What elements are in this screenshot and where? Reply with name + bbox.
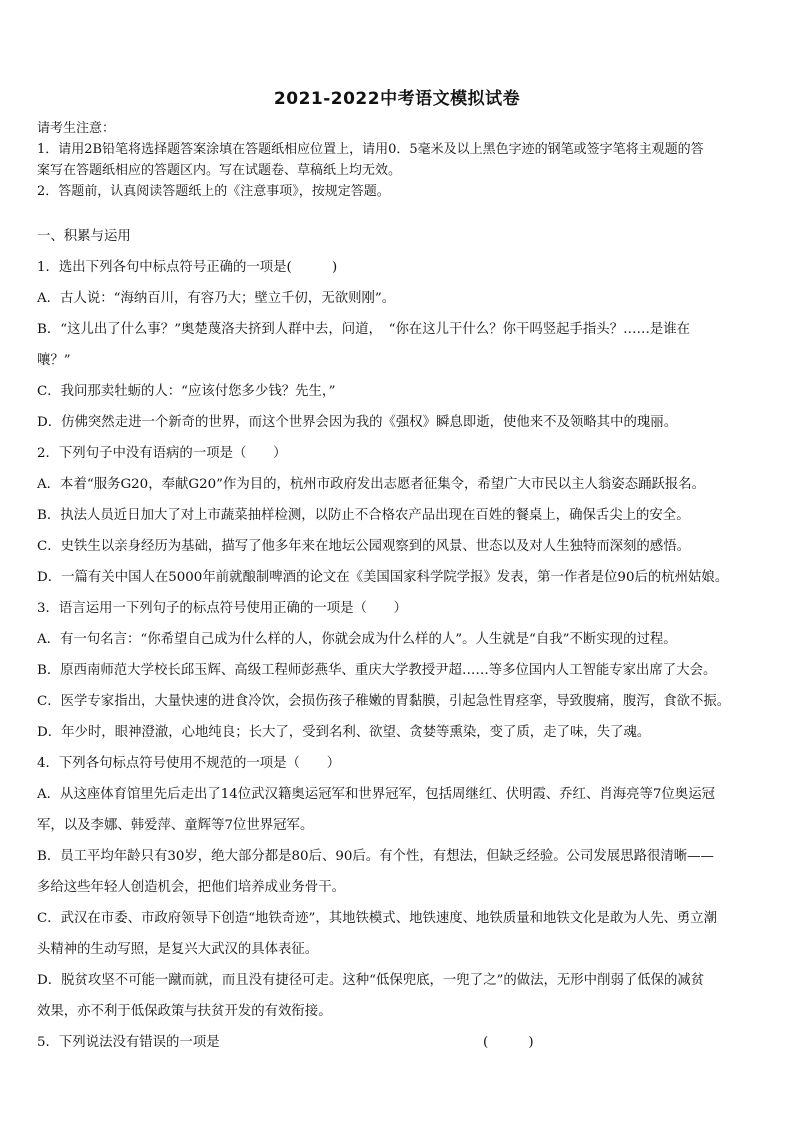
question-content (37, 221, 759, 1058)
question-3-stem: 3．语言运用一下列句子的标点符号使用正确的一项是（ ） (37, 601, 408, 616)
question-2-stem: 2．下列句子中没有语病的一项是（ ） (37, 446, 287, 461)
question-2-option-a: A．本着“服务G20，奉献G20”作为目的，杭州市政府发出志愿者征集令，希望广大市民以主人翁姿态踊跃报名。 (37, 477, 706, 492)
question-4-option-d-line-1: D．脱贫攻坚不可能一蹴而就，而且没有捷径可走。这种“低保兜底，一兜了之”的做法，无形中削弱了低保的减贫 (37, 973, 705, 988)
question-4-option-a-line-1: A．从这座体育馆里先后走出了14位武汉籍奥运冠军和世界冠军，包括周继红、伏明霞、乔红、肖海亮等7位奥运冠 (37, 787, 715, 802)
question-1-option-b-line-2: 嚷？” (37, 353, 71, 368)
question-5-row (37, 1027, 759, 1058)
question-3-option-a: A．有一句名言：“你希望自己成为什么样的人，你就会成为什么样的人”。人生就是“自我”不断实现的过程。 (37, 632, 677, 647)
question-5-stem: 5．下列说法没有错误的一项是 (37, 1035, 220, 1050)
question-4-option-a-line-2: 军，以及李娜、韩爱萍、童辉等7位世界冠军。 (37, 818, 314, 833)
question-4-stem: 4．下列各句标点符号使用不规范的一项是（ ） (37, 756, 341, 771)
question-1-stem: 1．选出下列各句中标点符号正确的一项是( ) (37, 260, 338, 275)
question-3-option-d: D．年少时，眼神澄澈，心地纯良；长大了，受到名利、欲望、贪婪等熏染，变了质，走了味，失了魂。 (37, 725, 651, 740)
question-1-option-b-line-1: B．“这儿出了什么事？”奥楚蔑洛夫挤到人群中去，问道， “你在这儿干什么？你干吗竖起手指头？……是谁在 (37, 322, 691, 337)
notice-block (37, 118, 759, 202)
question-4-option-c-line-1: C．武汉在市委、市政府领导下创造“地铁奇迹”，其地铁模式、地铁速度、地铁质量和地铁文化是敢为人先、勇立潮 (37, 911, 718, 926)
question-3-option-c: C．医学专家指出，大量快速的进食冷饮，会损伤孩子稚嫩的胃黏膜，引起急性胃痉挛，导致腹痛，腹泻，食欲不振。 (37, 694, 731, 709)
question-1-option-c: C．我问那卖牡蛎的人：“应该付您多少钱？先生，” (37, 384, 336, 399)
question-1-option-a: A．古人说：“海纳百川，有容乃大；壁立千仞，无欲则刚”。 (37, 291, 396, 306)
question-4-option-d-line-2: 效果，亦不利于低保政策与扶贫开发的有效衔接。 (37, 1004, 332, 1019)
section-heading: 一、积累与运用 (37, 229, 131, 244)
question-1-option-d: D．仿佛突然走进一个新奇的世界，而这个世界会因为我的《强权》瞬息即逝，使他来不及领略其中的瑰丽。 (37, 415, 678, 430)
notice-item-1-line-1: 1．请用2B铅笔将选择题答案涂填在答题纸相应位置上，请用0．5毫米及以上黑色字迹的钢笔或签字笔将主观题的答 (37, 142, 704, 157)
question-4-option-b-line-1: B．员工平均年龄只有30岁，绝大部分都是80后、90后。有个性，有想法，但缺乏经验。公司发展思路很清晰—— (37, 849, 714, 864)
notice-item-1-line-2: 案写在答题纸相应的答题区内。写在试题卷、草稿纸上均无效。 (37, 163, 402, 178)
notice-heading: 请考生注意： (37, 121, 116, 136)
question-2-option-c: C．史铁生以亲身经历为基础，描写了他多年来在地坛公园观察到的风景、世态以及对人生独特而深刻的感悟。 (37, 539, 690, 554)
question-4-option-c-line-2: 头精神的生动写照，是复兴大武汉的具体表征。 (37, 942, 319, 957)
question-2-option-d: D．一篇有关中国人在5000年前就酿制啤酒的论文在《美国国家科学院学报》发表，第一作者是位90后的杭州姑娘。 (37, 570, 729, 585)
question-2-option-b: B．执法人员近日加大了对上市蔬菜抽样检测，以防止不合格农产品出现在百姓的餐桌上，确保舌尖上的安全。 (37, 508, 690, 523)
notice-item-2: 2．答题前，认真阅读答题纸上的《注意事项》，按规定答题。 (37, 184, 390, 199)
page-title: 2021-2022中考语文模拟试卷 (273, 89, 521, 109)
question-4-option-b-line-2: 多给这些年轻人创造机会，把他们培养成业务骨干。 (37, 880, 345, 895)
question-3-option-b: B．原西南师范大学校长邱玉辉、高级工程师彭燕华、重庆大学教授尹超……等多位国内人工智能专家出席了大会。 (37, 663, 717, 678)
answer-blank: ( ) (483, 1035, 534, 1050)
